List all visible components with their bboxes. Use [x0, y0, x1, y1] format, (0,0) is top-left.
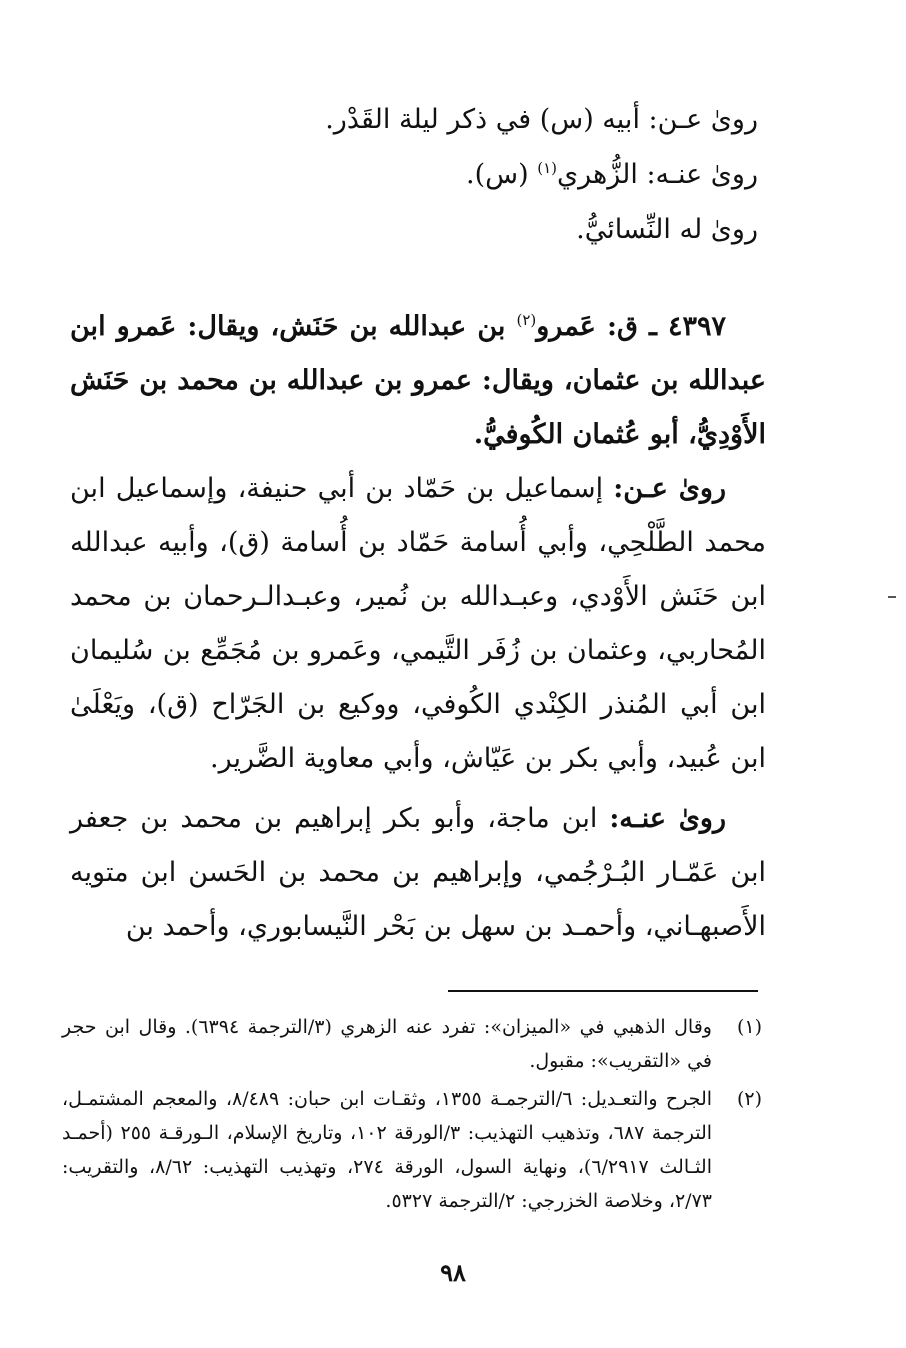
- footnote-number: (٢): [736, 1088, 762, 1110]
- narrated-by-line: رویٰ عنـه: الزُّهري$^{(١)}$ (س).: [466, 159, 758, 190]
- narrated-from-text: إسماعيل بن حَمّاد بن أبي حنيفة، وإسماعيل ابن محمد الطَّلْحِي، وأبي أُسامة حَمّاد بن أُسامة (ق)، وأبيه عبدالله ابن حَنَش الأَوْدي، وعبـدالله بن نُمير، وعبـدالـرحمان بن محمد المُحاربي، وعثمان بن زُفَر التَّيمي، وعَمرو بن مُجَمِّع بن سُليمان ابن أبي المُنذر الكِنْدي الكُوفي، ووكيع بن الجَرّاح (ق)، ويَعْلَىٰ ابن عُبيد، وأبي بكر بن عَيّاش، وأبي معاوية الضَّرير.: [70, 473, 766, 774]
- narrated-by-text: ابن ماجة، وأبو بكر إبراهيم بن محمد بن جعفر ابن عَمّـار البُـرْجُمي، وإبراهيم بن محمد بن الحَسن ابن متويه الأَصبهـاني، وأحمـد بن سهل بن بَحْر النَّيسابوري، وأحمد بن: [70, 803, 766, 942]
- entry-name: ـ ق: عَمرو: [536, 311, 668, 342]
- footnote-text: الجرح والتعـديل: ٦/الترجمـة ١٣٥٥، وثقـات ابن حبان: ٨/٤٨٩، والمعجم المشتمـل، الترجمة ٦٨٧، وتذهيب التهذيب: ٣/الورقة ١٠٢، وتاريخ الإسلام، الـورقـة ٢٥٥ (أحمـد الثـالث ٦/٢٩١٧)، ونهاية السول، الورقة ٢٧٤، وتهذيب التهذيب: ٨/٦٢، والتقريب: ٢/٧٣، وخلاصة الخزرجي: ٢/الترجمة ٥٣٢٧.: [62, 1088, 713, 1212]
- footnote-ref-1: (١): [537, 159, 557, 177]
- entry-number: ٤٣٩٧: [667, 311, 726, 342]
- footnote-text: وقال الذهبي في «الميزان»: تفرد عنه الزهري (٣/الترجمة ٦٣٩٤). وقال ابن حجر في «التقريب»: مقبول.: [62, 1016, 712, 1072]
- narrated-from-paragraph: [70, 462, 766, 786]
- narrated-by-label: رویٰ عنـه:: [609, 803, 726, 834]
- narrated-from-label: رویٰ عـن:: [613, 473, 726, 504]
- biography-entry: [70, 300, 766, 954]
- footnote-number: (١): [736, 1016, 762, 1038]
- previous-entry-tail: [158, 92, 758, 257]
- footnote-ref-2: (٢): [516, 311, 537, 329]
- narrated-for-line: رویٰ له النِّسائيُّ.: [576, 214, 758, 245]
- footnote-2: [62, 1082, 762, 1218]
- page-number: ٩٨: [440, 1258, 466, 1287]
- narrated-from-line: رویٰ عـن: أبيه (س) في ذكر ليلة القَدْر.: [325, 104, 758, 135]
- footnotes: [62, 1010, 762, 1222]
- entry-heading-rest: بن عبدالله بن حَنَش، ويقال: عَمرو ابن عبدالله بن عثمان، ويقال: عمرو بن عبدالله بن محمد بن حَنَش الأَوْدِيُّ، أبو عُثمان الكُوفيُّ.: [70, 311, 766, 450]
- margin-mark: [888, 596, 896, 598]
- narrated-by-paragraph: [70, 792, 766, 954]
- footnote-separator: [448, 990, 758, 992]
- entry-heading: [70, 300, 766, 462]
- footnote-1: [62, 1010, 762, 1078]
